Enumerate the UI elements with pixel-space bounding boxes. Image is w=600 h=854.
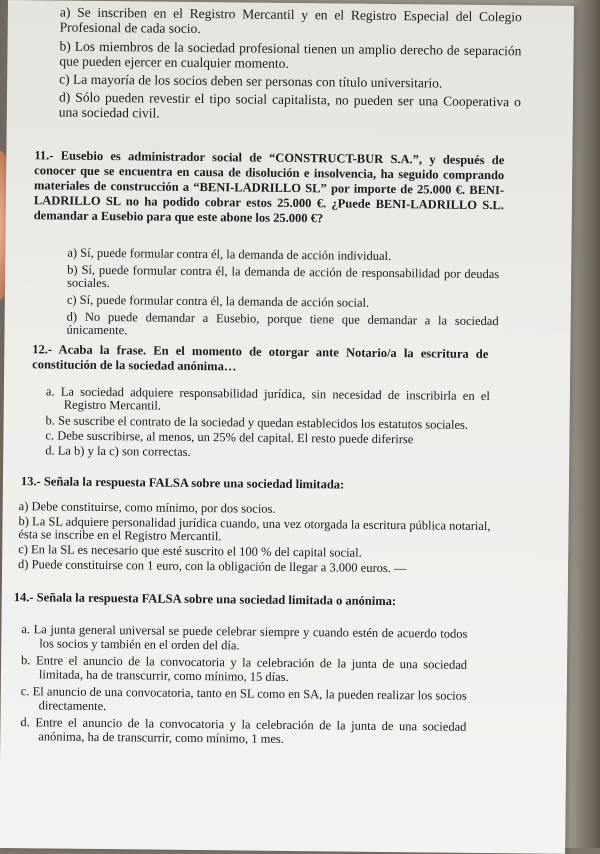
question-12-options <box>45 385 490 462</box>
q12-option-d: d. La b) y la c) son correctas. <box>45 443 191 459</box>
q12-option-c: c. Debe suscribirse, al menos, un 25% del capital. El resto puede diferirse <box>45 428 414 447</box>
prev-option-c: c) La mayoría de los socios deben ser personas con título universitario. <box>59 71 443 91</box>
q14-option-c: c. El anuncio de una convocatoria, tanto en SL como en SA, la pueden realizar los socios directamente. <box>20 684 467 714</box>
q13-option-b: b) La SL adquiere personalidad jurídica cuando, una vez otorgada la escritura pública notarial, ésta se inscribe en el Registro Mercantil. <box>18 514 491 544</box>
prev-option-b: b) Los miembros de la sociedad profesional tienen un amplio derecho de separación que pueden ejercer en cualquier momento. <box>59 38 522 71</box>
prev-option-d: d) Sólo pueden revestir el tipo social capitalista, no pueden ser una Cooperativa o una sociedad civil. <box>58 89 522 121</box>
question-14-options <box>20 622 467 748</box>
q13-option-c: c) En la SL es necesario que esté suscrito el 100 % del capital social. <box>18 542 362 560</box>
q11-option-b: b) Sí, puede formular contra él, la demanda de acción de responsabilidad por deudas sociales. <box>66 262 500 291</box>
question-13: 13.- Señala la respuesta FALSA sobre una sociedad limitada: <box>20 474 345 492</box>
q11-option-c: c) Sí, puede formular contra él, la demanda de acción social. <box>66 292 370 310</box>
q12-option-a: a. La sociedad adquiere responsabilidad jurídica, sin necesidad de inscribirla en el Registro Mercantil. <box>45 384 490 413</box>
q11-option-d: d) No puede demandar a Eusebio, porque tiene que demandar a la sociedad únicamente. <box>66 309 499 338</box>
q12-option-b: b. Se suscribe el contrato de la sociedad y quedan establecidos los estatutos sociales. <box>45 413 469 432</box>
q13-option-d: d) Puede constituirse con 1 euro, con la obligación de llegar a 3.000 euros. — <box>18 557 407 576</box>
q14-option-a: a. La junta general universal se puede celebrar siempre y cuando estén de acuerdo todos los socios y también en el orden del día. <box>21 622 468 653</box>
question-13-options <box>18 500 491 576</box>
q13-option-a: a) Debe constituirse, como mínimo, por dos socios. <box>18 499 276 516</box>
question-11: 11.- Eusebio es administrador social de “CONSTRUCT-BUR S.A.”, y después de conocer que se encuentra en causa de disolución e insolvencia, ha seguido comprando materiales de construcción a “BENI-LADRILLO SL” por importe de 25.000 €. BENI-LADRILLO SL no ha podido cobrar estos 25.000 €. ¿Puede BENI-LADRILLO S.L. demandar a Eusebio para que este abone los 25.000 €? <box>33 148 505 226</box>
q14-option-b: b. Entre el anuncio de la convocatoria y la celebración de la junta de una sociedad limitada, ha de transcurrir, como mínimo, 15 días. <box>21 653 468 684</box>
q11-option-a: a) Sí, puede formular contra él, la demanda de acción individual. <box>67 245 392 264</box>
q14-option-d: d. Entre el anuncio de la convocatoria y la celebración de la junta de una sociedad anónima, ha de transcurrir, como mínimo, 1 mes. <box>20 715 467 746</box>
prev-question-options <box>59 5 522 125</box>
question-14: 14.- Señala la respuesta FALSA sobre una sociedad limitada o anónima: <box>13 590 397 609</box>
question-12: 12.- Acaba la frase. En el momento de otorgar ante Notario/a la escritura de constitución de la sociedad anónima… <box>32 342 489 374</box>
prev-option-a: a) Se inscriben en el Registro Mercantil y en el Registro Especial del Colegio Profesional de cada socio. <box>59 4 522 37</box>
question-11-options <box>66 247 499 342</box>
